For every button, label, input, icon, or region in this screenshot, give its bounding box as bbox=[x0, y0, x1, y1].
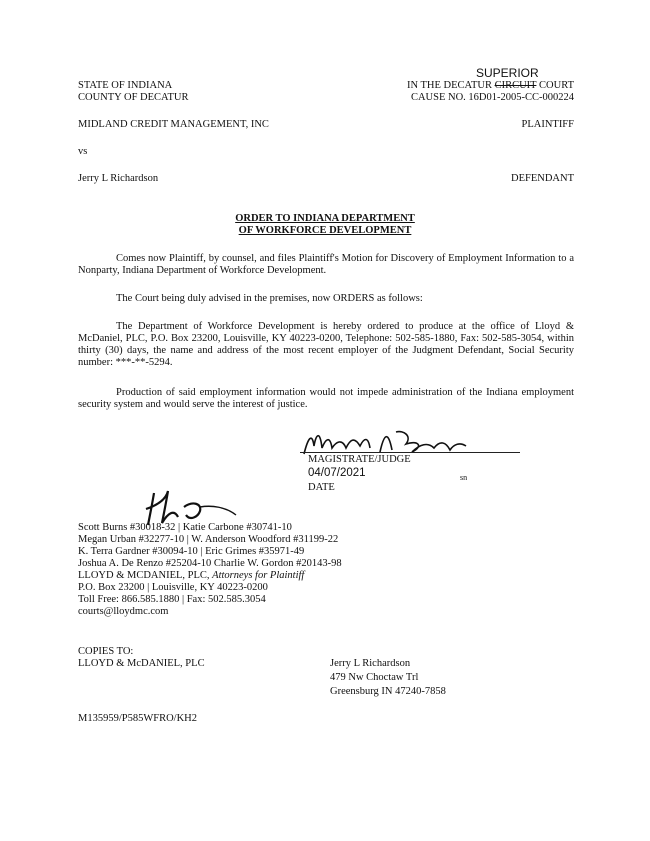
copies-firm: LLOYD & McDANIEL, PLC bbox=[78, 658, 205, 669]
firm-email: courts@lloydmc.com bbox=[78, 606, 169, 617]
versus-label: vs bbox=[78, 146, 88, 157]
defendant-name: Jerry L Richardson bbox=[78, 173, 159, 184]
signature-line bbox=[300, 452, 520, 453]
cause-number: CAUSE NO. 16D01-2005-CC-000224 bbox=[410, 92, 574, 103]
recipient-name: Jerry L Richardson bbox=[330, 658, 411, 669]
attorney-line-1: Scott Burns #30018-32 | Katie Carbone #30741-10 bbox=[78, 522, 292, 533]
firm-line: LLOYD & MCDANIEL, PLC, Attorneys for Plaintiff bbox=[78, 570, 305, 581]
firm-address: P.O. Box 23200 | Louisville, KY 40223-0200 bbox=[78, 582, 268, 593]
paragraph-motion: Comes now Plaintiff, by counsel, and files Plaintiff's Motion for Discovery of Employment Information to a Nonparty, Indiana Department of Workforce Development. bbox=[78, 253, 574, 276]
paragraph-advised: The Court being duly advised in the premises, now ORDERS as follows: bbox=[116, 293, 423, 304]
firm-phones: Toll Free: 866.585.1880 | Fax: 502.585.3054 bbox=[78, 594, 266, 605]
date-initials: sn bbox=[460, 473, 468, 482]
paragraph-order: The Department of Workforce Development is hereby ordered to produce at the office of Lloyd & McDaniel, PLC, P.O. Box 23200, Louisville, KY 40223-0200, Telephone: 502-585-1880, Fax: 502-585-3054, within thirty (30) days, the name and address of the most recent employer of the Judgment Defendant, Social Security number: ***-**-5294. bbox=[78, 321, 574, 368]
recipient-street: 479 Nw Choctaw Trl bbox=[330, 672, 419, 683]
attorney-line-2: Megan Urban #32277-10 | W. Anderson Woodford #31199-22 bbox=[78, 534, 339, 545]
court-handwritten-correction: SUPERIOR bbox=[476, 66, 539, 80]
order-title-line2: OF WORKFORCE DEVELOPMENT bbox=[238, 225, 412, 236]
signed-date: 04/07/2021 bbox=[308, 467, 366, 479]
footer-reference: M135959/P585WFRO/KH2 bbox=[78, 713, 198, 724]
copies-label: COPIES TO: bbox=[78, 646, 134, 657]
attorney-line-3: K. Terra Gardner #30094-10 | Eric Grimes #35971-49 bbox=[78, 546, 305, 557]
order-title-line1: ORDER TO INDIANA DEPARTMENT bbox=[235, 213, 415, 224]
defendant-label: DEFENDANT bbox=[511, 173, 574, 184]
plaintiff-name: MIDLAND CREDIT MANAGEMENT, INC bbox=[78, 119, 269, 130]
struck-court-word: CIRCUIT bbox=[494, 80, 537, 91]
date-label: DATE bbox=[308, 482, 335, 493]
attorney-line-4: Joshua A. De Renzo #25204-10 Charlie W. Gordon #20143-98 bbox=[78, 558, 342, 569]
paragraph-production: Production of said employment information would not impede administration of the Indiana employment security system and would serve the interest of justice. bbox=[78, 387, 574, 410]
court-name: IN THE DECATUR CIRCUIT COURT bbox=[406, 80, 574, 91]
county-label: COUNTY OF DECATUR bbox=[78, 92, 189, 103]
magistrate-label: MAGISTRATE/JUDGE bbox=[308, 454, 411, 465]
recipient-city: Greensburg IN 47240-7858 bbox=[330, 686, 446, 697]
plaintiff-label: PLAINTIFF bbox=[521, 119, 574, 130]
state-label: STATE OF INDIANA bbox=[78, 80, 173, 91]
